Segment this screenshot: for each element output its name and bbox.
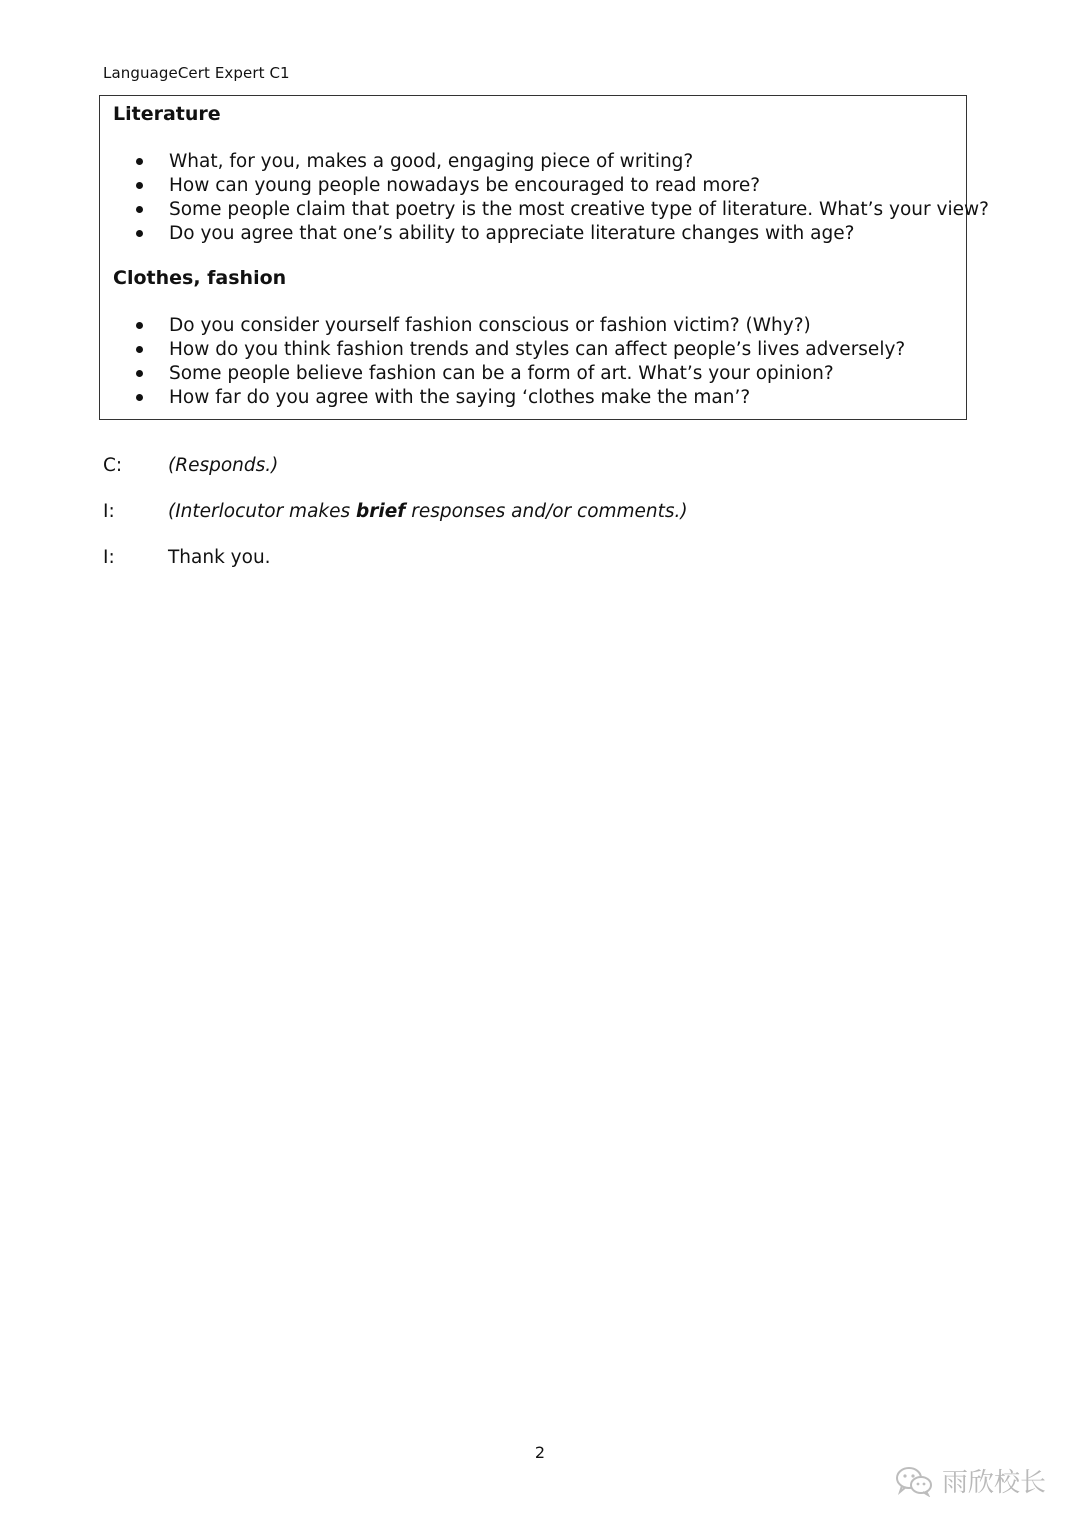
bullet-icon	[136, 182, 143, 189]
document-header: LanguageCert Expert C1	[103, 64, 290, 82]
wechat-icon	[894, 1465, 934, 1497]
bullet-icon	[136, 394, 143, 401]
list-item: Do you agree that one’s ability to appreciate literature changes with age?	[100, 222, 968, 246]
speaker-label: C:	[103, 455, 123, 476]
speaker-label: I:	[103, 501, 115, 522]
list-item: What, for you, makes a good, engaging piece of writing?	[100, 150, 968, 174]
bullet-icon	[136, 346, 143, 353]
bullet-icon	[136, 322, 143, 329]
list-item: Some people believe fashion can be a form of art. What’s your opinion?	[100, 362, 968, 386]
bullet-icon	[136, 230, 143, 237]
dialogue-text: Thank you.	[168, 547, 271, 568]
dialogue-text-before: (Interlocutor makes	[168, 501, 357, 522]
speaker-label: I:	[103, 547, 115, 568]
watermark	[894, 1462, 1046, 1499]
dialogue-text-after: responses and/or comments.)	[405, 501, 688, 522]
dialogue-line-candidate	[103, 454, 278, 478]
topic-box	[99, 95, 989, 420]
list-item: How do you think fashion trends and styles can affect people’s lives adversely?	[100, 338, 968, 362]
dialogue-text: (Responds.)	[168, 455, 279, 476]
section-title-fashion: Clothes, fashion	[113, 267, 287, 289]
fashion-question-list	[100, 314, 968, 410]
list-item: How far do you agree with the saying ‘clothes make the man’?	[100, 386, 968, 410]
literature-question-list	[100, 150, 989, 246]
dialogue-line-thanks	[103, 546, 271, 570]
list-item: Do you consider yourself fashion conscious or fashion victim? (Why?)	[100, 314, 968, 338]
bullet-icon	[136, 206, 143, 213]
bullet-icon	[136, 370, 143, 377]
watermark-text: 雨欣校长	[941, 1468, 1046, 1498]
dialogue-line-interlocutor	[103, 500, 688, 524]
list-item: How can young people nowadays be encouraged to read more?	[100, 174, 968, 198]
section-title-literature: Literature	[113, 103, 221, 125]
bullet-icon	[136, 158, 143, 165]
dialogue-emphasis: brief	[356, 501, 406, 522]
list-item: Some people claim that poetry is the most creative type of literature. What’s your view?	[100, 198, 968, 222]
page-number: 2	[534, 1443, 546, 1462]
